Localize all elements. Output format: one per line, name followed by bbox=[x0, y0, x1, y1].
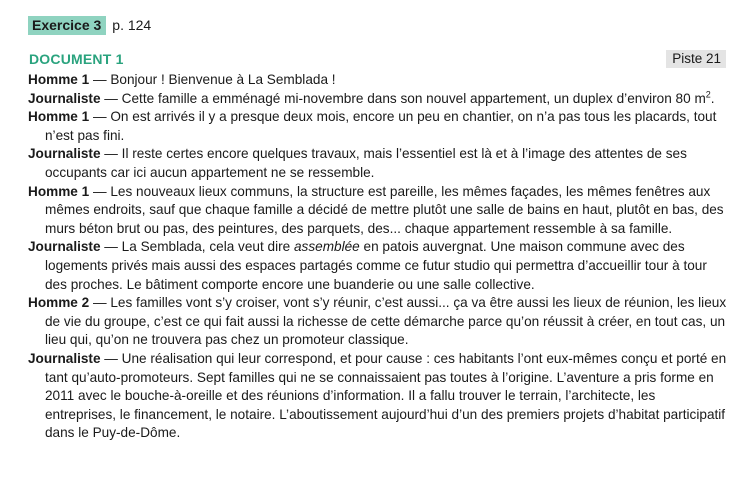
exercise-badge: Exercice 3 bbox=[28, 16, 106, 35]
track-badge: Piste 21 bbox=[666, 50, 726, 68]
dialogue-turn bbox=[28, 238, 728, 294]
speaker-name: Journaliste bbox=[28, 350, 101, 366]
speaker-name: Journaliste bbox=[28, 239, 101, 255]
exercise-header bbox=[28, 16, 151, 35]
italic-word: assemblée bbox=[293, 239, 360, 255]
dialogue-turn bbox=[28, 294, 728, 350]
dialogue-turn bbox=[28, 183, 728, 239]
speaker-name: Homme 1 bbox=[28, 109, 90, 125]
dialogue-text: — Bonjour ! Bienvenue à La Semblada ! bbox=[89, 72, 336, 87]
dialogue-turn bbox=[28, 90, 728, 109]
dialogue-text: — Les nouveaux lieux communs, la structure est pareille, les mêmes façades, les mêmes fenêtres aux mêmes endroits, sauf que chaque famille a décidé de mettre plutôt une salle de bains en haut, plutôt en bas, des murs béton brut ou pas, des peintures, des parquets, des... chaque appartement ressemble à sa famille. bbox=[45, 183, 724, 236]
speaker-name: Homme 2 bbox=[28, 295, 90, 311]
speaker-name: Journaliste bbox=[28, 90, 101, 106]
dialogue-text: — Il reste certes encore quelques travaux, mais l’essentiel est là et à l’image des attentes de ses occupants car ici aucun appartement ne se ressemble. bbox=[45, 146, 687, 180]
speaker-name: Homme 1 bbox=[28, 183, 90, 199]
dialogue-turn bbox=[28, 108, 728, 145]
dialogue-text: — Une réalisation qui leur correspond, et pour cause : ces habitants l’ont eux-mêmes conçu et porté en tant qu’auto-promoteurs. Sept familles qui ne se connaissaient pas toutes à l’origine. L’aventure a pris forme en 2011 avec le bouche-à-oreille et des réunions d’information. Il a fallu trouver le terrain, l’architecte, les entreprises, le financement, le notaire. L’aboutissement aujourd’hui d’un des premiers projets d’habitat participatif dans le Puy-de-Dôme. bbox=[45, 350, 727, 441]
dialogue-text: . bbox=[710, 90, 715, 106]
dialogue-turn bbox=[28, 350, 728, 443]
dialogue-text: — On est arrivés il y a presque deux mois, encore un peu en chantier, on n’a pas tous les placards, tout n’est pas fini. bbox=[45, 109, 717, 143]
dialogue-text: — La Semblada, cela veut dire bbox=[100, 239, 294, 255]
dialogue-text: — Cette famille a emménagé mi-novembre dans son nouvel appartement, un duplex d’environ 80 m bbox=[100, 90, 706, 106]
dialogue-text: en patois auvergnat. Une maison commune avec des logements privés mais aussi des espaces partagés comme ce futur studio qui permettra d’accueillir tour à tour des proches. Le bâtiment comporte encore une buanderie ou une salle collective. bbox=[45, 239, 707, 292]
superscript: 2 bbox=[705, 89, 711, 100]
dialogue-turn bbox=[28, 71, 728, 90]
transcript bbox=[28, 71, 728, 443]
document-title: DOCUMENT 1 bbox=[29, 51, 124, 67]
dialogue-turn bbox=[28, 145, 728, 182]
dialogue-text: — Les familles vont s’y croiser, vont s’y réunir, c’est aussi... ça va être aussi les lieux de réunion, les lieux de vie du groupe, c’est ce qui fait aussi la richesse de cette démarche parce qu’on réussit à créer, en tout cas, un lieu qui, qu’on ne trouvera pas chez un promoteur classique. bbox=[45, 295, 727, 348]
page-reference: p. 124 bbox=[112, 17, 152, 33]
speaker-name: Homme 1 bbox=[28, 72, 90, 87]
speaker-name: Journaliste bbox=[28, 146, 101, 162]
